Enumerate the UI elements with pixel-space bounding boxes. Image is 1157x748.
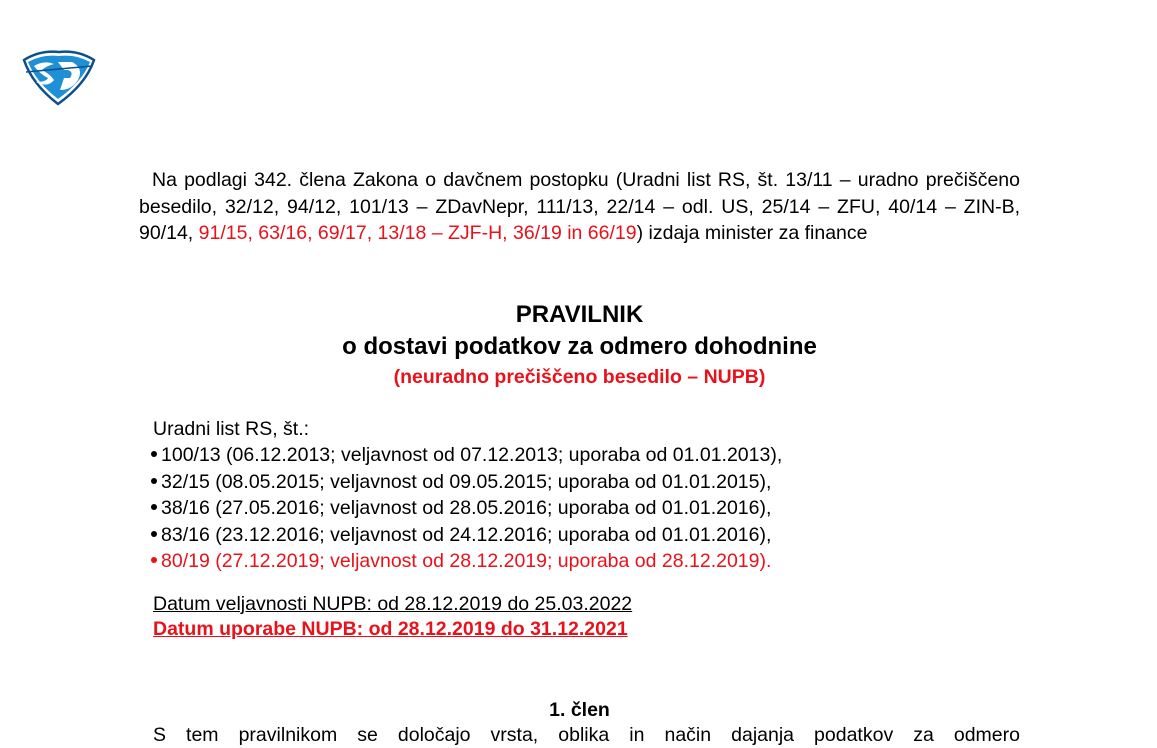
intro-amendments-red: 91/15, 63/16, 69/17, 13/18 – ZJF-H, 36/19 in 66/19 [198,222,637,244]
ministry-logo [20,48,98,106]
intro-text: Na podlagi 342. člena Zakona o davčnem postopku (Uradni list RS, št. 13/11 – uradno prečiščeno besedilo, 32/12, 94/12, 101/13 – ZDavNepr, 111/13, 22/14 – odl. US, 25/14 – ZFU, 40/14 – ZIN-B, 90/14, [139,169,1020,244]
gazette-entry-text: 80/19 (27.12.2019; veljavnost od 28.12.2019; uporaba od 28.12.2019). [161,550,772,572]
document-title: PRAVILNIK [515,301,644,328]
bullet-icon [151,451,157,457]
gazette-list-item [151,469,782,496]
article-text: S tem pravilnikom se določajo vrsta, oblika in način dajanja podatkov za odmero [153,724,1020,746]
legal-basis-paragraph [139,167,1020,247]
gazette-list-item [151,442,782,469]
gazette-list [151,442,782,575]
article-heading: 1. člen [549,699,610,721]
document-status-note: (neuradno prečiščeno besedilo – NUPB) [393,366,766,388]
gazette-list-item [151,548,782,575]
document-subtitle: o dostavi podatkov za odmero dohodnine [342,333,817,360]
intro-suffix: ) izdaja minister za finance [636,222,868,244]
gazette-label: Uradni list RS, št.: [153,418,310,440]
gazette-entry-text: 100/13 (06.12.2013; veljavnost od 07.12.2013; uporaba od 01.01.2013), [161,444,783,466]
validity-date: Datum veljavnosti NUPB: od 28.12.2019 do 25.03.2022 [153,593,633,615]
gazette-entry-text: 32/15 (08.05.2015; veljavnost od 09.05.2015; uporaba od 01.01.2015), [161,470,772,493]
bullet-icon [151,504,157,510]
bullet-icon [151,557,157,563]
bullet-icon [151,531,157,537]
gazette-entry-text: 83/16 (23.12.2016; veljavnost od 24.12.2016; uporaba od 01.01.2016), [161,523,772,546]
bullet-icon [151,478,157,484]
shield-logo-icon [20,48,98,106]
gazette-list-item [151,495,782,522]
gazette-list-item [151,522,782,549]
application-date: Datum uporabe NUPB: od 28.12.2019 do 31.12.2021 [153,618,628,640]
gazette-entry-text: 38/16 (27.05.2016; veljavnost od 28.05.2016; uporaba od 01.01.2016), [161,497,772,519]
